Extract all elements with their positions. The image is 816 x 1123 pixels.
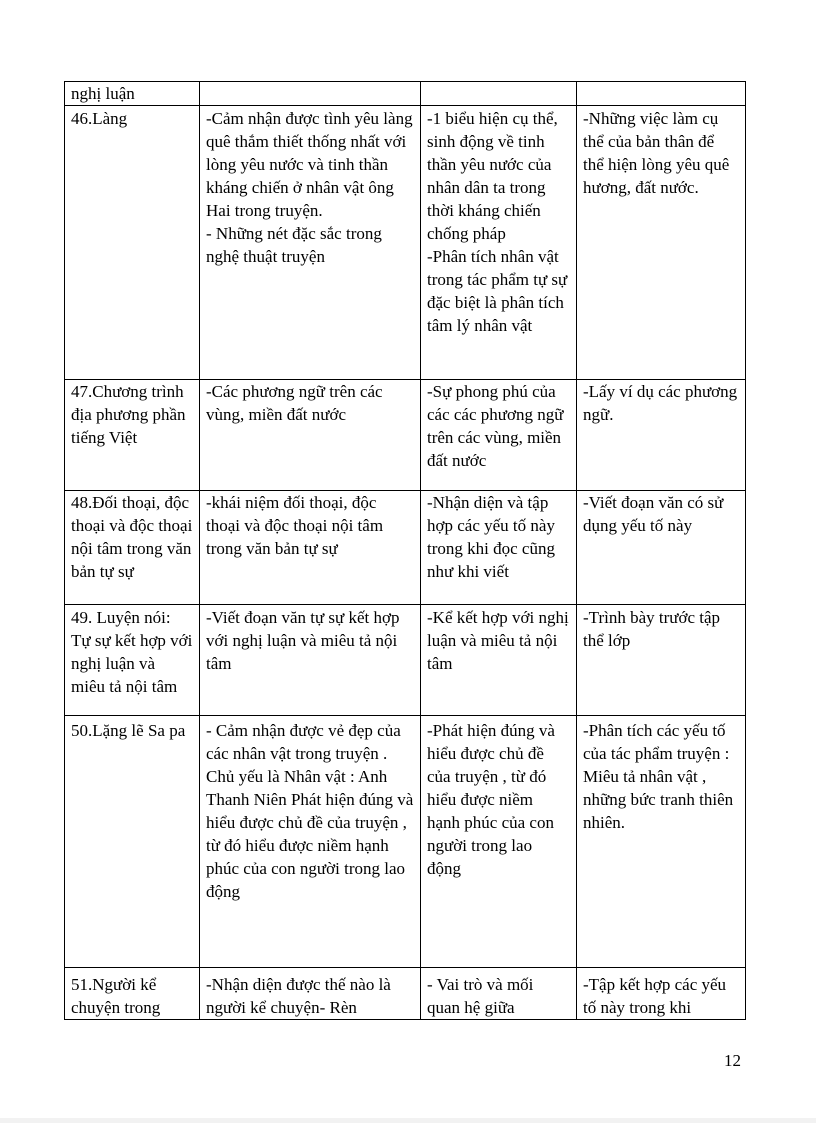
skill-cell [421, 82, 577, 106]
knowledge-cell: -Cảm nhận được tình yêu làng quê thắm thiết thống nhất với lòng yêu nước và tinh thần kháng chiến ở nhân vật ông Hai trong truyện. - Những nét đặc sắc trong nghệ thuật truyện [200, 106, 421, 380]
table-row [65, 380, 746, 491]
table-row [65, 106, 746, 380]
knowledge-cell: -Nhận diện được thế nào là người kể chuyện- Rèn [200, 968, 421, 1020]
application-cell: -Tập kết hợp các yếu tố này trong khi [577, 968, 746, 1020]
lesson-title-cell: nghị luận [65, 82, 200, 106]
knowledge-cell: -khái niệm đối thoại, độc thoại và độc thoại nội tâm trong văn bản tự sự [200, 491, 421, 605]
page-bottom-edge [0, 1118, 816, 1123]
table-row [65, 716, 746, 968]
table-row [65, 82, 746, 106]
lesson-title-cell: 46.Làng [65, 106, 200, 380]
application-cell: -Lấy ví dụ các phương ngữ. [577, 380, 746, 491]
table-row [65, 491, 746, 605]
table-row [65, 605, 746, 716]
knowledge-cell: - Cảm nhận được vẻ đẹp của các nhân vật trong truyện . Chủ yếu là Nhân vật : Anh Thanh Niên Phát hiện đúng và hiểu được chủ đề của truyện , từ đó hiểu được niềm hạnh phúc của con người trong lao động [200, 716, 421, 968]
application-cell: -Phân tích các yếu tố của tác phẩm truyện : Miêu tả nhân vật , những bức tranh thiên nhiên. [577, 716, 746, 968]
lesson-plan-table [64, 81, 746, 1020]
page-number: 12 [724, 1051, 741, 1070]
skill-cell: -Phát hiện đúng và hiểu được chủ đề của truyện , từ đó hiểu được niềm hạnh phúc của con người trong lao động [421, 716, 577, 968]
knowledge-cell: -Viết đoạn văn tự sự kết hợp với nghị luận và miêu tả nội tâm [200, 605, 421, 716]
application-cell: -Những việc làm cụ thể của bản thân để thể hiện lòng yêu quê hương, đất nước. [577, 106, 746, 380]
table-row [65, 968, 746, 1020]
application-cell: -Viết đoạn văn có sử dụng yếu tố này [577, 491, 746, 605]
application-cell: -Trình bày trước tập thể lớp [577, 605, 746, 716]
knowledge-cell: -Các phương ngữ trên các vùng, miền đất nước [200, 380, 421, 491]
lesson-title-cell: 49. Luyện nói: Tự sự kết hợp với nghị luận và miêu tả nội tâm [65, 605, 200, 716]
skill-cell: -Kể kết hợp với nghị luận và miêu tả nội tâm [421, 605, 577, 716]
lesson-title-cell: 51.Người kể chuyện trong [65, 968, 200, 1020]
skill-cell: - Vai trò và mối quan hệ giữa [421, 968, 577, 1020]
skill-cell: -Nhận diện và tập hợp các yếu tố này trong khi đọc cũng như khi viết [421, 491, 577, 605]
lesson-title-cell: 48.Đối thoại, độc thoại và độc thoại nội tâm trong văn bản tự sự [65, 491, 200, 605]
lesson-title-cell: 50.Lặng lẽ Sa pa [65, 716, 200, 968]
knowledge-cell [200, 82, 421, 106]
lesson-title-cell: 47.Chương trình địa phương phần tiếng Việt [65, 380, 200, 491]
skill-cell: -1 biểu hiện cụ thể, sinh động về tinh thần yêu nước của nhân dân ta trong thời kháng chiến chống pháp -Phân tích nhân vật trong tác phẩm tự sự đặc biệt là phân tích tâm lý nhân vật [421, 106, 577, 380]
skill-cell: -Sự phong phú của các các phương ngữ trên các vùng, miền đất nước [421, 380, 577, 491]
application-cell [577, 82, 746, 106]
